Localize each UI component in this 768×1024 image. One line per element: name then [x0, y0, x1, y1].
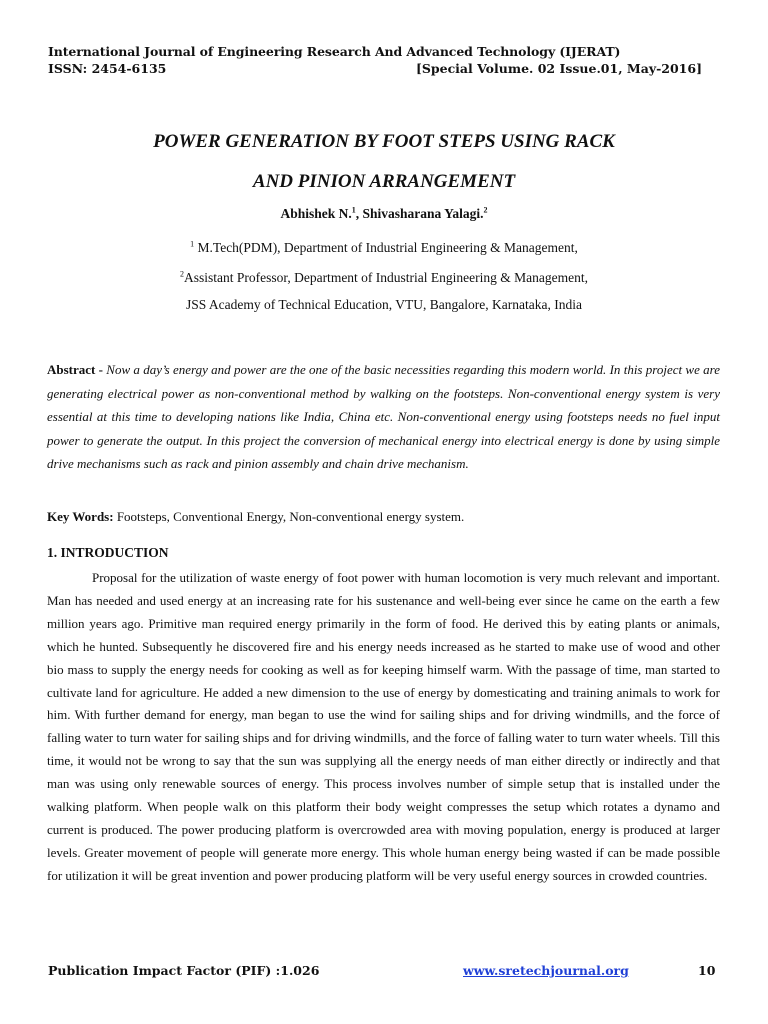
- keywords-label: Key Words:: [47, 509, 117, 524]
- abstract: [47, 358, 720, 476]
- affiliation-2-marker: 2: [180, 269, 184, 279]
- author-1: Abhishek N.: [280, 206, 352, 221]
- abstract-label: Abstract -: [47, 362, 107, 377]
- authors: [0, 206, 768, 222]
- issn: ISSN: 2454-6135: [48, 61, 167, 76]
- author-separator: ,: [355, 206, 363, 221]
- journal-name: International Journal of Engineering Research And Advanced Technology (IJERAT): [48, 44, 621, 59]
- author-2: Shivasharana Yalagi.: [362, 206, 484, 221]
- journal-website-link[interactable]: www.sretechjournal.org: [463, 963, 629, 978]
- page-number: 10: [698, 963, 716, 978]
- affiliation-1: [0, 240, 768, 256]
- abstract-text: Now a day’s energy and power are the one of the basic necessities regarding this modern world. In this project we are generating electrical power as non-conventional method by walking on the footsteps. Non-conventional energy system is very essential at this time to developing nations like India, China etc. Non-conventional energy using footsteps needs no fuel input power to generate the output. In this project the conversion of mechanical energy into electrical energy is done by using simple drive mechanisms such as rack and pinion assembly and chain drive mechanism.: [47, 362, 720, 471]
- author-1-marker: 1: [351, 205, 356, 215]
- volume-issue: [Special Volume. 02 Issue.01, May-2016]: [415, 61, 702, 76]
- affiliation-2: [0, 270, 768, 286]
- affiliation-2-text: Assistant Professor, Department of Industrial Engineering & Management,: [184, 270, 588, 285]
- paper-title-line-2: AND PINION ARRANGEMENT: [252, 171, 516, 192]
- section-heading-introduction: 1. INTRODUCTION: [47, 545, 169, 560]
- affiliation-3: JSS Academy of Technical Education, VTU, Bangalore, Karnataka, India: [186, 297, 582, 312]
- publication-impact-factor: Publication Impact Factor (PIF) :1.026: [48, 963, 320, 978]
- author-2-marker: 2: [483, 205, 488, 215]
- affiliation-1-text: M.Tech(PDM), Department of Industrial Engineering & Management,: [194, 240, 578, 255]
- affiliation-1-marker: 1: [190, 239, 195, 249]
- keywords-text: Footsteps, Conventional Energy, Non-conventional energy system.: [116, 509, 465, 524]
- keywords: [47, 509, 720, 525]
- introduction-paragraph: Proposal for the utilization of waste energy of foot power with human locomotion is very much relevant and important. Man has needed and used energy at an increasing rate for his sustenance and well-being ever since he came on the earth a few million years ago. Primitive man required energy primarily in the form of food. He derived this by eating plants or animals, which he hunted. Subsequently he discovered fire and his energy needs increased as he started to make use of wood and other bio mass to supply the energy needs for cooking as well as for keeping himself warm. With the passage of time, man started to cultivate land for agriculture. He added a new dimension to the use of energy by domesticating and training animals to work for him. With further demand for energy, man began to use the wind for sailing ships and for driving windmills, and the force of falling water to turn water for sailing ships and for driving windmills, and the force of falling water to turn water wheels. Till this time, it would not be wrong to say that the sun was supplying all the energy needs of man either directly or indirectly and that man was using only renewable sources of energy. This process involves number of simple setup that is installed under the walking platform. When people walk on this platform their body weight compresses the setup which rotates a dynamo and current is produced. The power producing platform is overcrowded area with moving population, energy is produced at larger levels. Greater movement of people will generate more energy. This whole human energy being wasted if can be made possible for utilization it will be great invention and power producing platform will be very useful energy sources in crowded countries.: [47, 570, 720, 883]
- paper-title-line-1: POWER GENERATION BY FOOT STEPS USING RACK: [153, 131, 615, 152]
